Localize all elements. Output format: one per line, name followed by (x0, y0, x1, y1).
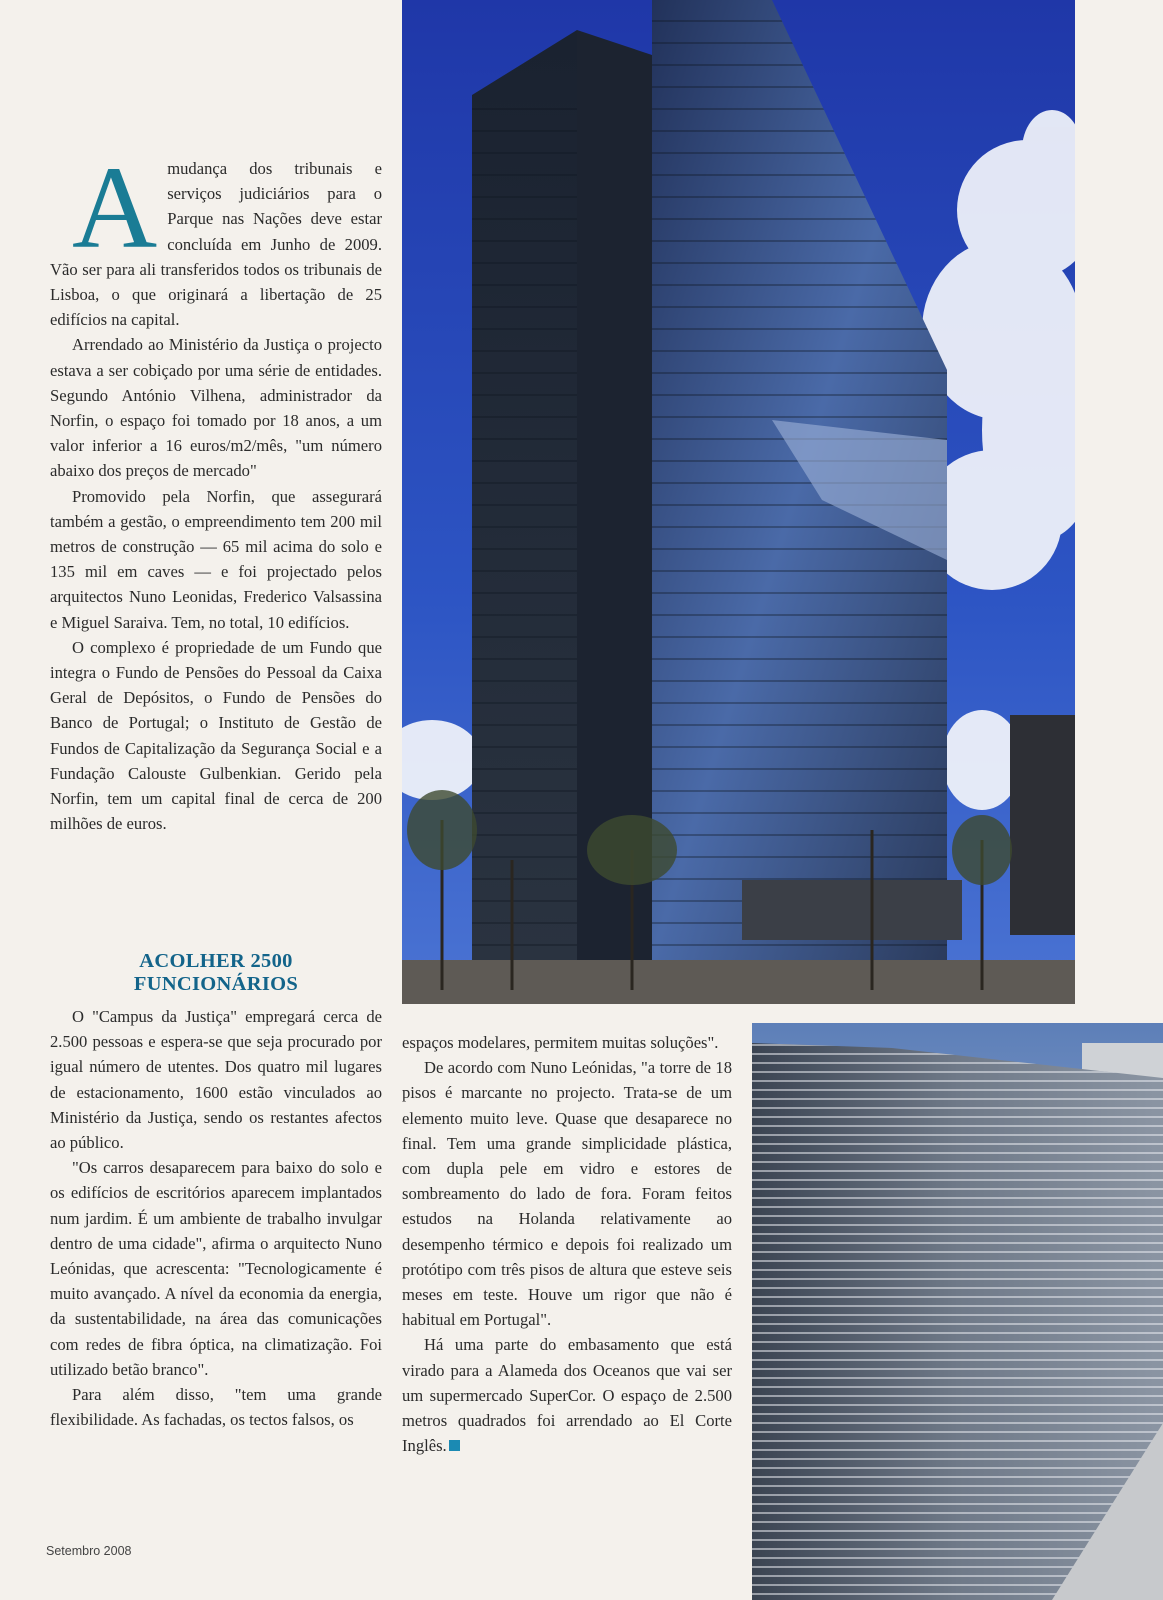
paragraph-5: O "Campus da Justiça" empregará cerca de 2.500 pessoas e espera-se que seja procurado por igual número de utentes. Dos quatro mil lugares de estacionamento, 1600 estão vinculados ao Ministério da Justiça, sendo os restantes afectos ao público. (50, 1007, 382, 1153)
section-heading-line-2: FUNCIONÁRIOS (133, 973, 299, 995)
article-column-1 (50, 142, 382, 836)
paragraph-intro: mudança dos tribunais e serviços judiciários para o Parque nas Nações deve estar concluída em Junho de 2009. Vão ser para ali transferidos todos os tribunais de Lisboa, o que originará a libertação de 25 edifícios na capital. (50, 159, 382, 330)
section-heading-line-1: ACOLHER 2500 (139, 950, 293, 972)
facade-photo (752, 1023, 1163, 1600)
tower-photo (402, 0, 1075, 1004)
paragraph-7: Para além disso, "tem uma grande flexibilidade. As fachadas, os tectos falsos, os (50, 1385, 382, 1430)
article-column-1-lower (50, 1004, 382, 1432)
paragraph-8: espaços modelares, permitem muitas soluções". (402, 1033, 719, 1052)
paragraph-10 (402, 1332, 732, 1458)
end-mark-icon (449, 1440, 460, 1451)
article-column-2 (402, 1030, 732, 1458)
paragraph-6: "Os carros desaparecem para baixo do solo e os edifícios de escritórios aparecem implantados num jardim. É um ambiente de trabalho invulgar dentro de uma cidade", afirma o arquitecto Nuno Leónidas, que acrescenta: "Tecnologicamente é muito avançado. A nível da economia da energia, da sustentabilidade, na área das comunicações com redes de fibra óptica, na climatização. Foi utilizado betão branco". (50, 1158, 382, 1379)
paragraph-2: Arrendado ao Ministério da Justiça o projecto estava a ser cobiçado por uma série de entidades. Segundo António Vilhena, administrador da Norfin, o espaço foi tomado por 18 anos, a um valor inferior a 16 euros/m2/mês, "um número abaixo dos preços de mercado" (50, 335, 382, 481)
paragraph-3: Promovido pela Norfin, que assegurará também a gestão, o empreendimento tem 200 mil metros de construção — 65 mil acima do solo e 135 mil em caves — e foi projectado pelos arquitectos Nuno Leonidas, Frederico Valsassina e Miguel Saraiva. Tem, no total, 10 edifícios. (50, 486, 382, 632)
paragraph-10-text: Há uma parte do embasamento que está virado para a Alameda dos Oceanos que vai ser um supermercado SuperCor. O espaço de 2.500 metros quadrados foi arrendado ao El Corte Inglês. (402, 1335, 732, 1456)
page-footer-date: Setembro 2008 (46, 1544, 132, 1558)
paragraph-9: De acordo com Nuno Leónidas, "a torre de 18 pisos é marcante no projecto. Trata-se de um elemento muito leve. Quase que desaparece no final. Tem uma grande simplicidade plástica, com dupla pele em vidro e estores de sombreamento do lado de fora. Foram feitos estudos na Holanda relativamente ao desempenho térmico e depois foi realizado um protótipo com três pisos de altura que esteve seis meses em teste. Houve um rigor que não é habitual em Portugal". (402, 1058, 732, 1330)
section-heading (50, 950, 382, 996)
paragraph-4: O complexo é propriedade de um Fundo que integra o Fundo de Pensões do Pessoal da Caixa Geral de Depósitos, o Fundo de Pensões do Banco de Portugal; o Instituto de Gestão de Fundos de Capitalização da Segurança Social e a Fundação Calouste Gulbenkian. Gerido pela Norfin, tem um capital final de cerca de 200 milhões de euros. (50, 637, 382, 834)
drop-cap: A (72, 142, 158, 273)
